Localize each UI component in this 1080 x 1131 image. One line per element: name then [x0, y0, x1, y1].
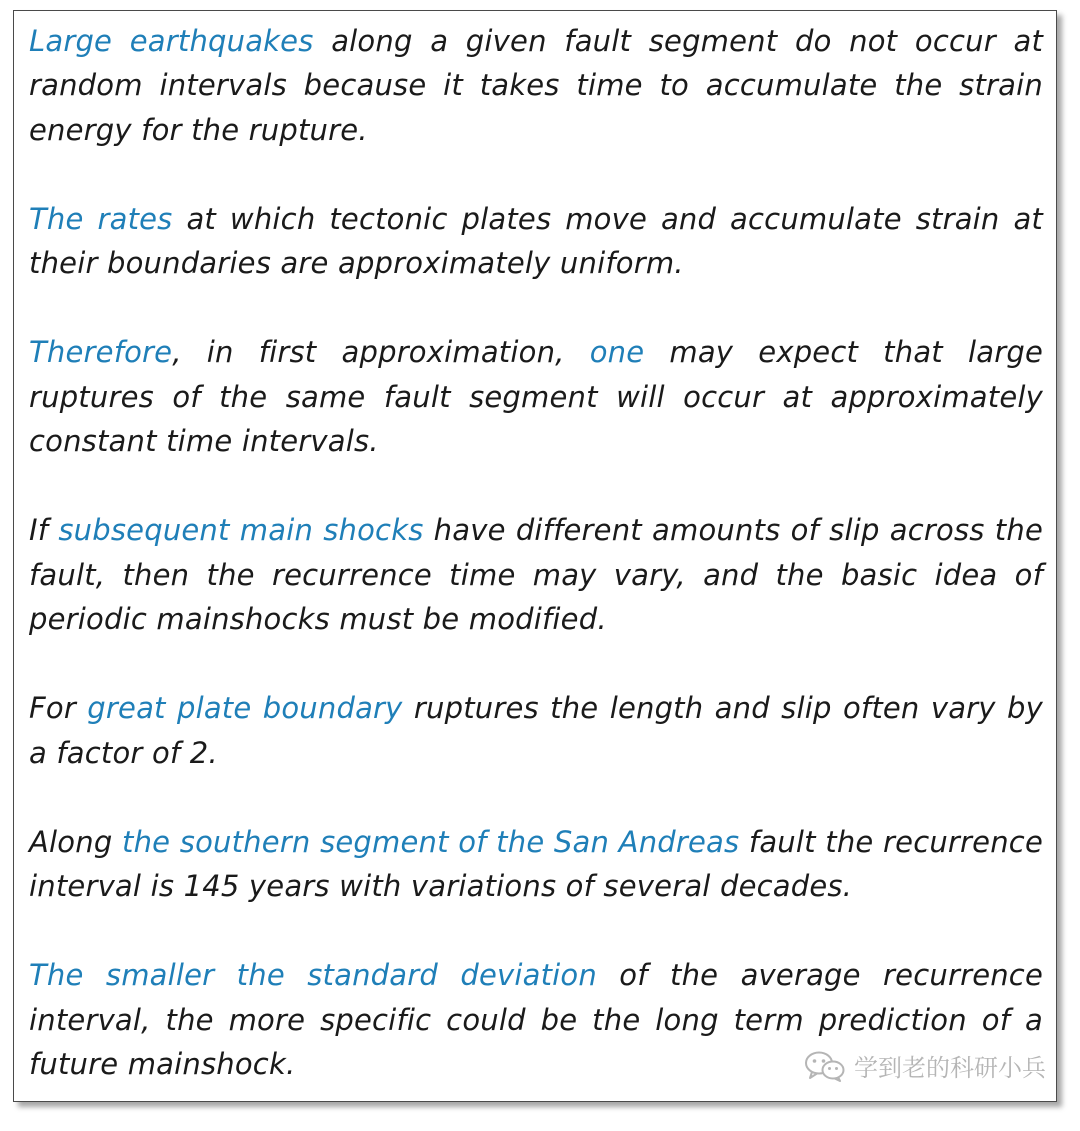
paragraph-1: [29, 19, 1043, 152]
paragraph-text: Along: [29, 824, 122, 859]
paragraph-text: of the average recurrence interval, the more specific could be the long term prediction of a future mainshock.: [29, 958, 1043, 1082]
text-content: [29, 19, 1043, 1131]
watermark: [804, 1048, 1046, 1083]
paragraph-text: If: [29, 513, 59, 548]
watermark-text: 学到老的科研小兵: [854, 1054, 1046, 1082]
highlight-phrase: The smaller the standard deviation: [29, 958, 597, 993]
paragraph-text: along a given fault segment do not occur at random intervals because it takes time to accumulate the strain energy for the rupture.: [29, 24, 1044, 147]
highlight-phrase: one: [589, 335, 645, 370]
paragraph-text: ruptures the length and slip often vary by a factor of 2.: [29, 691, 1043, 770]
highlight-phrase: Therefore: [29, 335, 173, 370]
paragraph-text: fault the recurrence interval is 145 years with variations of several decades.: [29, 824, 1043, 904]
paragraph-text: , in first approximation,: [172, 335, 590, 370]
highlight-phrase: subsequent main shocks: [58, 513, 424, 548]
paragraph-text: For: [29, 691, 88, 726]
highlight-phrase: Large earthquakes: [29, 24, 314, 58]
paragraph-3: [29, 330, 1043, 463]
paragraph-2: [29, 197, 1043, 286]
paragraph-6: [29, 820, 1043, 909]
wechat-icon: [804, 1050, 846, 1082]
highlight-phrase: The rates: [29, 201, 173, 236]
paragraph-5: [29, 686, 1043, 775]
paragraph-text: have different amounts of slip across the fault, then the recurrence time may vary, and the basic idea of periodic mainshocks must be modified.: [29, 513, 1043, 636]
highlight-phrase: great plate boundary: [87, 691, 403, 726]
paragraph-text: may expect that large ruptures of the same fault segment will occur at approximately constant time intervals.: [29, 335, 1043, 459]
paragraph-4: [29, 508, 1043, 641]
paragraph-text: at which tectonic plates move and accumulate strain at their boundaries are approximately uniform.: [29, 201, 1043, 281]
text-box: [13, 10, 1057, 1102]
highlight-phrase: the southern segment of the San Andreas: [122, 824, 740, 859]
